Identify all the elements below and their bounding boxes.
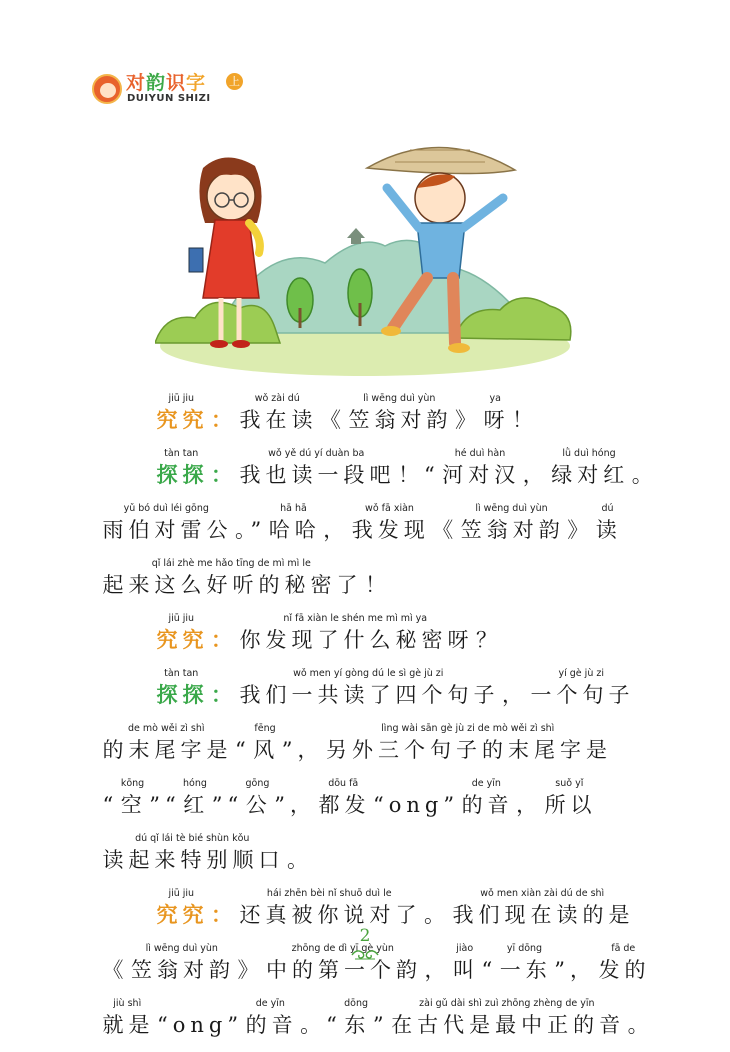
- pinyin: [147, 777, 181, 790]
- hanzi: ”: [372, 1013, 389, 1037]
- pinyin: hé duì hàn: [454, 448, 506, 459]
- hanzi: 另外三个句子的末尾字是: [326, 738, 612, 762]
- hanzi: ，: [323, 518, 350, 542]
- pinyin: nǐ fā xiàn le shén me mì mì ya: [283, 613, 428, 624]
- pinyin: lìng wài sān gè jù zi de mò wěi zì shì: [381, 723, 555, 734]
- text-segment: [549, 447, 630, 490]
- pinyin: lì wēng duì yùn: [363, 393, 436, 404]
- pinyin: [422, 887, 451, 900]
- pinyin: [565, 502, 594, 515]
- text-segment: [100, 557, 363, 600]
- pinyin: [422, 942, 451, 955]
- text-segment: [370, 777, 459, 820]
- text-segment: [565, 502, 594, 545]
- pinyin: lǜ duì hóng: [562, 448, 616, 459]
- pinyin: lì wēng duì yùn: [475, 503, 548, 514]
- pinyin: [453, 392, 482, 405]
- hanzi: 东: [344, 1013, 371, 1037]
- pinyin: dú: [601, 503, 614, 514]
- pinyin: hái zhēn bèi nǐ shuō duì le: [266, 888, 392, 899]
- text-segment: [459, 777, 514, 820]
- speaker-jiujiu: [209, 887, 238, 930]
- pinyin: [552, 942, 596, 955]
- text-segment: [528, 667, 635, 710]
- text-segment: [237, 887, 422, 930]
- text-segment: [147, 777, 181, 820]
- text-segment: [318, 392, 347, 435]
- hanzi: 的音: [461, 793, 514, 817]
- text-segment: [422, 942, 451, 985]
- hanzi: 。”: [235, 518, 267, 542]
- hanzi: 究究: [156, 902, 209, 927]
- speaker-jiujiu: [154, 612, 209, 655]
- hanzi: 都发: [318, 793, 371, 817]
- text-segment: [396, 447, 440, 490]
- hanzi: ？: [476, 628, 502, 652]
- text-segment: [118, 777, 147, 820]
- pinyin: [321, 502, 350, 515]
- hanzi: 雨伯对雷公: [102, 518, 233, 542]
- pinyin: fēng: [254, 723, 276, 734]
- text-segment: [100, 502, 233, 545]
- pinyin: [233, 722, 251, 735]
- pinyin: [520, 447, 549, 460]
- pinyin: wǒ zài dú: [254, 393, 300, 404]
- pinyin: [396, 447, 440, 460]
- text-segment: [237, 612, 474, 655]
- hanzi: 笠翁对韵: [348, 408, 453, 432]
- pinyin: wǒ yě dú yí duàn ba: [268, 448, 365, 459]
- text-segment: [100, 722, 233, 765]
- pinyin: [625, 997, 654, 1010]
- text-segment: [542, 777, 597, 820]
- pinyin: [318, 392, 347, 405]
- pinyin: dōu fā: [328, 778, 359, 789]
- hanzi: ”，: [274, 793, 316, 817]
- hanzi: 《: [320, 408, 346, 432]
- pinyin: [510, 392, 539, 405]
- text-segment: [285, 832, 314, 875]
- text-segment: [389, 997, 626, 1040]
- pinyin: de mò wěi zì shì: [127, 723, 205, 734]
- hanzi: 风: [253, 738, 280, 762]
- hanzi: ”“: [211, 793, 244, 817]
- volume-badge: 上: [226, 73, 243, 90]
- text-segment: [243, 777, 272, 820]
- hanzi: 起来这么好听的秘密了: [102, 573, 363, 597]
- pinyin: [209, 392, 238, 405]
- speaker-jiujiu: [154, 887, 209, 930]
- speaker-tantan: [209, 667, 238, 710]
- text-segment: [440, 447, 521, 490]
- hanzi: 你发现了什么秘密呀: [239, 628, 474, 652]
- text-segment: [321, 502, 350, 545]
- speaker-tantan: [209, 447, 238, 490]
- text-segment: [430, 502, 459, 545]
- hanzi: 在古代是最中正的音: [391, 1013, 626, 1037]
- text-segment: [349, 502, 430, 545]
- speaker-jiujiu: [209, 392, 238, 435]
- speaker-tantan: [154, 447, 209, 490]
- text-line: [100, 722, 640, 777]
- text-segment: [272, 777, 316, 820]
- text-line: [100, 612, 640, 667]
- speaker-jiujiu: [209, 612, 238, 655]
- text-line: [100, 777, 640, 832]
- pinyin: hā hā: [280, 503, 307, 514]
- hanzi: 读起来特别顺口: [102, 848, 285, 872]
- pinyin: [155, 997, 244, 1010]
- text-segment: [500, 667, 529, 710]
- pinyin: jiào: [456, 943, 474, 954]
- text-segment: [552, 942, 596, 985]
- hanzi: 探探: [156, 462, 209, 487]
- text-segment: [100, 777, 118, 820]
- pinyin: zài gǔ dài shì zuì zhōng zhèng de yīn: [419, 998, 595, 1009]
- text-segment: [370, 997, 388, 1040]
- hanzi: “: [102, 793, 119, 817]
- pinyin: [209, 612, 238, 625]
- pinyin: [209, 447, 238, 460]
- text-segment: [298, 997, 342, 1040]
- hanzi: 《: [432, 518, 459, 542]
- hanzi: ！: [365, 573, 391, 597]
- hanzi: 一个句子: [530, 683, 635, 707]
- mascot-face-icon: [92, 74, 122, 104]
- text-segment: [324, 722, 613, 765]
- hanzi: ！“: [398, 463, 440, 487]
- hanzi: “: [235, 738, 251, 762]
- speaker-tantan: [154, 667, 209, 710]
- text-segment: [514, 777, 543, 820]
- pinyin: de yīn: [471, 778, 501, 789]
- hanzi: 呀: [483, 408, 510, 432]
- text-segment: [181, 777, 210, 820]
- text-segment: [453, 392, 482, 435]
- text-segment: [520, 447, 549, 490]
- text-line: [100, 447, 658, 502]
- pinyin: [235, 942, 264, 955]
- hanzi: 笠翁对韵: [131, 958, 235, 982]
- text-line: [100, 392, 640, 447]
- hanzi: ”，: [554, 958, 596, 982]
- text-segment: [450, 887, 635, 930]
- pinyin: [100, 777, 118, 790]
- pinyin: jiū jiu: [168, 393, 195, 404]
- pinyin: hóng: [183, 778, 207, 789]
- hanzi: ”“: [149, 793, 181, 817]
- text-segment: [100, 997, 155, 1040]
- text-segment: [596, 942, 651, 985]
- pinyin: jiù shì: [113, 998, 142, 1009]
- hanzi: 。: [424, 903, 450, 927]
- hanzi: 我发现: [351, 518, 430, 542]
- hanzi: “ong”: [372, 793, 460, 817]
- pinyin: jiū jiu: [168, 613, 195, 624]
- pinyin: dōng: [344, 998, 369, 1009]
- pinyin: lì wēng duì yùn: [145, 943, 218, 954]
- pinyin: [479, 942, 497, 955]
- text-segment: [266, 502, 321, 545]
- text-segment: [451, 942, 480, 985]
- pinyin: wǒ men xiàn zài dú de shì: [480, 888, 605, 899]
- series-title: 对韵识字: [126, 72, 207, 94]
- pinyin: [209, 777, 243, 790]
- hanzi: 所以: [544, 793, 597, 817]
- pinyin: suǒ yǐ: [555, 778, 584, 789]
- hanzi: “: [481, 958, 498, 982]
- pinyin: yī dōng: [506, 943, 543, 954]
- hanzi: ：: [211, 682, 237, 707]
- text-segment: [363, 557, 392, 600]
- pinyin: [233, 502, 267, 515]
- book-series-logo: [92, 72, 262, 108]
- text-segment: [237, 392, 318, 435]
- text-segment: [593, 502, 622, 545]
- hanzi: 究究: [156, 407, 209, 432]
- hanzi: ！: [512, 408, 538, 432]
- pinyin: de yīn: [255, 998, 285, 1009]
- pinyin: [298, 997, 342, 1010]
- hanzi: 的末尾字是: [102, 738, 233, 762]
- hanzi: 》: [567, 518, 594, 542]
- text-segment: [342, 997, 371, 1040]
- pinyin: yǔ bó duì léi gōng: [123, 503, 209, 514]
- pinyin: [279, 722, 323, 735]
- text-segment: [510, 392, 539, 435]
- text-segment: [625, 997, 654, 1040]
- series-subtitle: DUIYUN SHIZI: [127, 93, 211, 104]
- hanzi: 还真被你说对了: [239, 903, 422, 927]
- hanzi: ，: [516, 793, 543, 817]
- text-segment: [237, 447, 396, 490]
- hanzi: ，: [424, 958, 451, 982]
- pinyin: [100, 942, 129, 955]
- text-segment: [279, 722, 323, 765]
- pinyin: [272, 777, 316, 790]
- hanzi: 我们一共读了四个句子: [239, 683, 500, 707]
- text-segment: [100, 832, 285, 875]
- hanzi: ，: [502, 683, 528, 707]
- hanzi: ：: [211, 462, 237, 487]
- text-segment: [422, 887, 451, 930]
- hanzi: 公: [245, 793, 272, 817]
- text-line: [100, 502, 640, 557]
- pinyin: tàn tan: [164, 448, 199, 459]
- hanzi: 探探: [156, 682, 209, 707]
- text-segment: [346, 392, 453, 435]
- text-segment: [481, 392, 510, 435]
- text-segment: [243, 997, 298, 1040]
- pinyin: [285, 832, 314, 845]
- hanzi: 绿对红: [551, 463, 630, 487]
- hanzi: 中的第一个韵: [266, 958, 422, 982]
- hanzi: 发的: [598, 958, 651, 982]
- pinyin: [370, 777, 459, 790]
- text-line: [100, 557, 640, 612]
- hanzi: 红: [183, 793, 210, 817]
- hanzi: 我们现在读的是: [452, 903, 635, 927]
- text-segment: [155, 997, 244, 1040]
- hanzi: 笠翁对韵: [460, 518, 565, 542]
- text-segment: [233, 502, 267, 545]
- hanzi: 。: [631, 463, 658, 487]
- hanzi: ：: [211, 407, 237, 432]
- pinyin: [370, 997, 388, 1010]
- hanzi: 哈哈: [268, 518, 321, 542]
- text-line: [100, 997, 654, 1052]
- hanzi: 就是: [102, 1013, 155, 1037]
- hanzi: 。: [627, 1013, 654, 1037]
- text-segment: [458, 502, 565, 545]
- text-line: [100, 667, 640, 722]
- hanzi: 河对汉: [442, 463, 521, 487]
- text-segment: [479, 942, 497, 985]
- pinyin: [209, 667, 238, 680]
- hanzi: 的音: [245, 1013, 298, 1037]
- text-segment: [209, 777, 243, 820]
- text-segment: [264, 942, 423, 985]
- pinyin: gōng: [245, 778, 270, 789]
- hanzi: 。: [287, 848, 313, 872]
- pinyin: wǒ men yí gòng dú le sì gè jù zi: [293, 668, 444, 679]
- text-segment: [237, 667, 500, 710]
- page-number: 2: [359, 926, 371, 946]
- pinyin: [363, 557, 392, 570]
- text-segment: [629, 447, 658, 490]
- pinyin: qǐ lái zhè me hǎo tīng de mì mì le: [151, 558, 311, 569]
- hanzi: 究究: [156, 627, 209, 652]
- pinyin: [430, 502, 459, 515]
- hanzi: 我在读: [239, 408, 318, 432]
- text-segment: [251, 722, 280, 765]
- pinyin: [474, 612, 503, 625]
- hanzi: 一东: [499, 958, 552, 982]
- text-segment: [497, 942, 552, 985]
- pinyin: [500, 667, 529, 680]
- pinyin: [209, 887, 238, 900]
- text-segment: [100, 942, 129, 985]
- text-segment: [129, 942, 236, 985]
- text-segment: [233, 722, 251, 765]
- hanzi: ：: [211, 902, 237, 927]
- pinyin: jiū jiu: [168, 888, 195, 899]
- pinyin: ya: [489, 393, 501, 404]
- hanzi: 我也读一段吧: [239, 463, 396, 487]
- pinyin: wǒ fā xiàn: [365, 503, 414, 514]
- hanzi: “ong”: [157, 1013, 244, 1037]
- hanzi: 》: [237, 958, 264, 982]
- pinyin: tàn tan: [164, 668, 199, 679]
- text-segment: [474, 612, 503, 655]
- pinyin: zhōng de dì yī gè yùn: [291, 943, 394, 954]
- hanzi: 《: [102, 958, 129, 982]
- hanzi: 叫: [453, 958, 479, 982]
- children-reading-illustration: [155, 128, 575, 378]
- pinyin: dú qǐ lái tè bié shùn kǒu: [135, 833, 250, 844]
- pinyin: [514, 777, 543, 790]
- hanzi: ，: [522, 463, 549, 487]
- hanzi: 》: [455, 408, 481, 432]
- text-segment: [235, 942, 264, 985]
- text-line: [100, 832, 640, 887]
- pinyin: kōng: [120, 778, 145, 789]
- text-segment: [316, 777, 371, 820]
- hanzi: ：: [211, 627, 237, 652]
- hanzi: 。“: [300, 1013, 342, 1037]
- pinyin: [629, 447, 658, 460]
- pinyin: yí gè jù zi: [558, 668, 604, 679]
- hanzi: 空: [120, 793, 147, 817]
- pinyin: fā de: [611, 943, 636, 954]
- speaker-jiujiu: [154, 392, 209, 435]
- hanzi: ”，: [281, 738, 324, 762]
- cloud-ornament-icon: [349, 947, 381, 961]
- hanzi: 读: [595, 518, 622, 542]
